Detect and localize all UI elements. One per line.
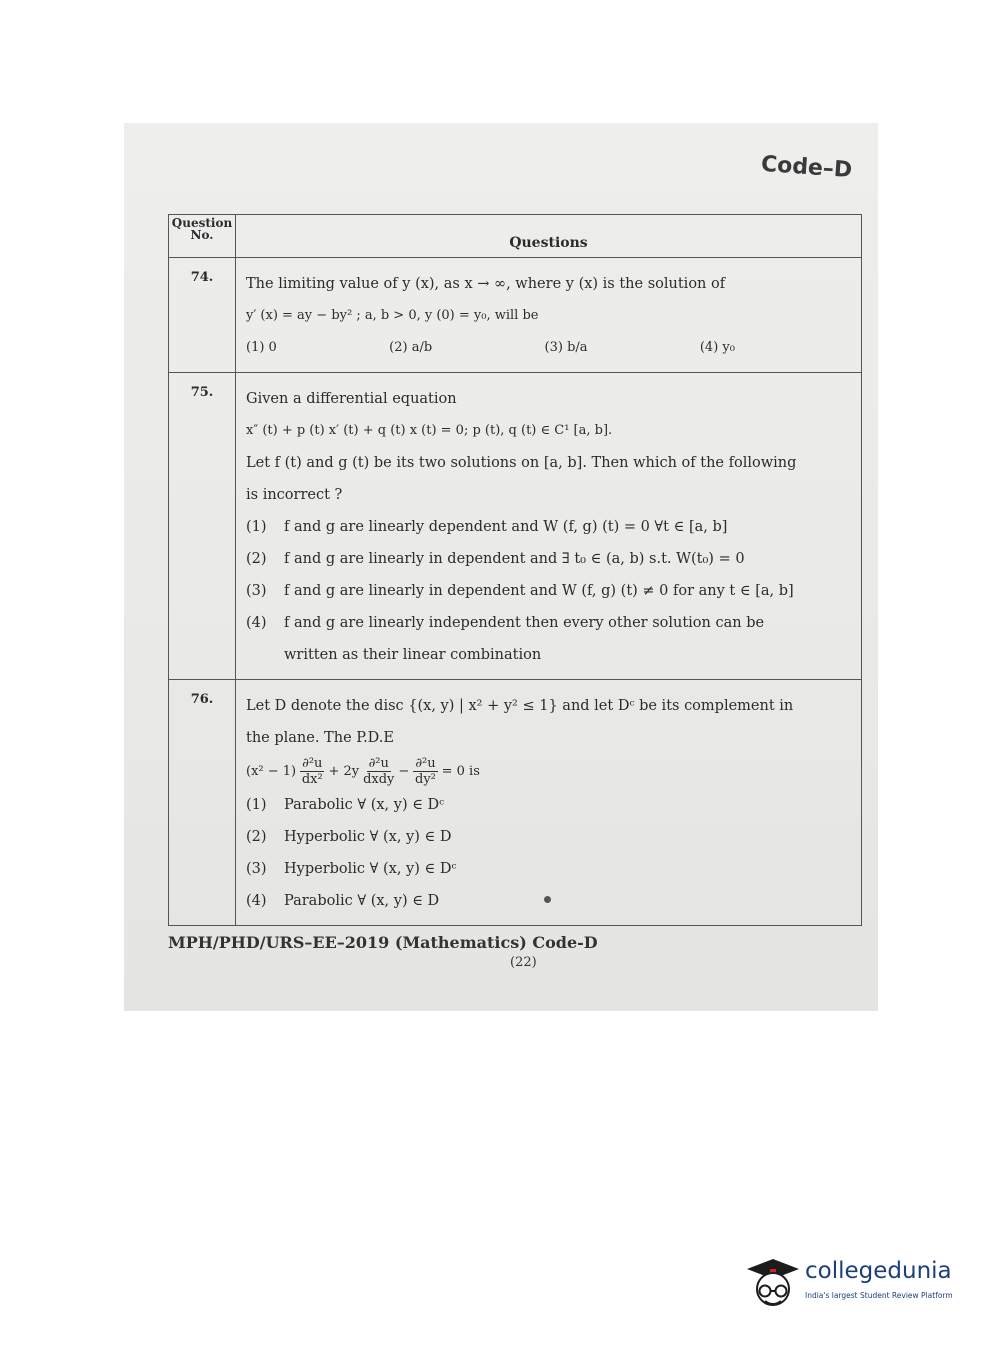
pde-operator: + 2y (328, 764, 360, 779)
option-number: (2) (246, 551, 267, 567)
option-number: (2) (246, 829, 267, 845)
question-text: Let D denote the disc {(x, y) | x² + y² ≤ 1} and let Dᶜ be its complement in (246, 698, 794, 714)
option-number: (3) (246, 583, 267, 599)
pde-equation (246, 756, 855, 787)
table-header-row (169, 215, 862, 258)
option-number: (1) (246, 519, 267, 535)
exam-page-photo (124, 123, 878, 1011)
page-footer: MPH/PHD/URS–EE–2019 (Mathematics) Code-D (168, 933, 598, 952)
option-4: (4) y₀ (699, 340, 735, 355)
option-text: Parabolic ∀ (x, y) ∈ D (284, 893, 440, 909)
option-text: f and g are linearly dependent and W (f, g) (t) = 0 ∀t ∈ [a, b] (284, 519, 728, 535)
option-text: f and g are linearly in dependent and W (f, g) (t) ≠ 0 for any t ∈ [a, b] (284, 583, 794, 599)
option-text: Parabolic ∀ (x, y) ∈ Dᶜ (284, 797, 445, 813)
collegedunia-logo (743, 1255, 973, 1315)
fraction-numerator: ∂²u (368, 756, 389, 771)
question-text: Given a differential equation (246, 391, 457, 407)
pde-fraction (363, 756, 394, 787)
fraction-denominator: dxdy (363, 772, 395, 787)
options-row (246, 332, 855, 364)
question-table (168, 214, 862, 926)
fraction-numerator: ∂²u (415, 756, 436, 771)
mascot-icon (743, 1255, 801, 1315)
option-4-continuation (246, 639, 855, 671)
option-2: (2) a/b (389, 340, 433, 355)
option-text: written as their linear combination (284, 647, 542, 663)
option-text: Hyperbolic ∀ (x, y) ∈ Dᶜ (284, 861, 457, 877)
question-sheet (168, 214, 862, 926)
pde-fraction (413, 756, 437, 787)
logo-name: collegedunia (805, 1258, 952, 1284)
header-questions: Questions (236, 215, 862, 258)
option-text: Hyperbolic ∀ (x, y) ∈ D (284, 829, 452, 845)
option-1 (246, 789, 855, 821)
option-number: (3) (246, 861, 267, 877)
header-question-no: Question No. (169, 215, 236, 258)
pde-tail: = 0 is (441, 764, 480, 779)
question-body (236, 680, 862, 926)
option-4 (246, 607, 855, 639)
option-text: f and g are linearly in dependent and ∃ t₀ ∈ (a, b) s.t. W(t₀) = 0 (284, 551, 745, 567)
pde-lead: (x² − 1) (246, 764, 297, 779)
question-text: Let f (t) and g (t) be its two solutions on [a, b]. Then which of the following (246, 455, 797, 471)
fraction-denominator: dy² (415, 772, 436, 787)
code-label: Code–D (760, 151, 853, 184)
page-number: (22) (510, 955, 537, 970)
option-3: (3) b/a (544, 340, 588, 355)
question-text: the plane. The P.D.E (246, 730, 394, 746)
question-row-75 (169, 373, 862, 680)
pde-operator: − (398, 764, 410, 779)
option-2 (246, 821, 855, 853)
option-2 (246, 543, 855, 575)
option-1: (1) 0 (246, 340, 277, 355)
logo-tagline: India's largest Student Review Platform (805, 1291, 953, 1300)
option-number: (1) (246, 797, 267, 813)
option-number: (4) (246, 893, 267, 909)
fraction-denominator: dx² (301, 772, 323, 787)
question-text: The limiting value of y (x), as x → ∞, where y (x) is the solution of (246, 276, 726, 292)
option-number: (4) (246, 615, 267, 631)
pde-fraction (300, 756, 324, 787)
ink-dot (544, 896, 551, 903)
question-equation: y′ (x) = ay − by² ; a, b > 0, y (0) = y₀, will be (246, 308, 539, 323)
question-row-76 (169, 680, 862, 926)
fraction-numerator: ∂²u (302, 756, 323, 771)
question-number: 76. (169, 680, 236, 926)
question-text: is incorrect ? (246, 487, 343, 503)
question-row-74 (169, 258, 862, 373)
option-1 (246, 511, 855, 543)
question-number: 74. (169, 258, 236, 373)
option-text: f and g are linearly independent then every other solution can be (284, 615, 765, 631)
question-equation: x″ (t) + p (t) x′ (t) + q (t) x (t) = 0; p (t), q (t) ∈ C¹ [a, b]. (246, 423, 613, 438)
question-body (236, 373, 862, 680)
question-body (236, 258, 862, 373)
question-number: 75. (169, 373, 236, 680)
option-3 (246, 575, 855, 607)
option-3 (246, 853, 855, 885)
